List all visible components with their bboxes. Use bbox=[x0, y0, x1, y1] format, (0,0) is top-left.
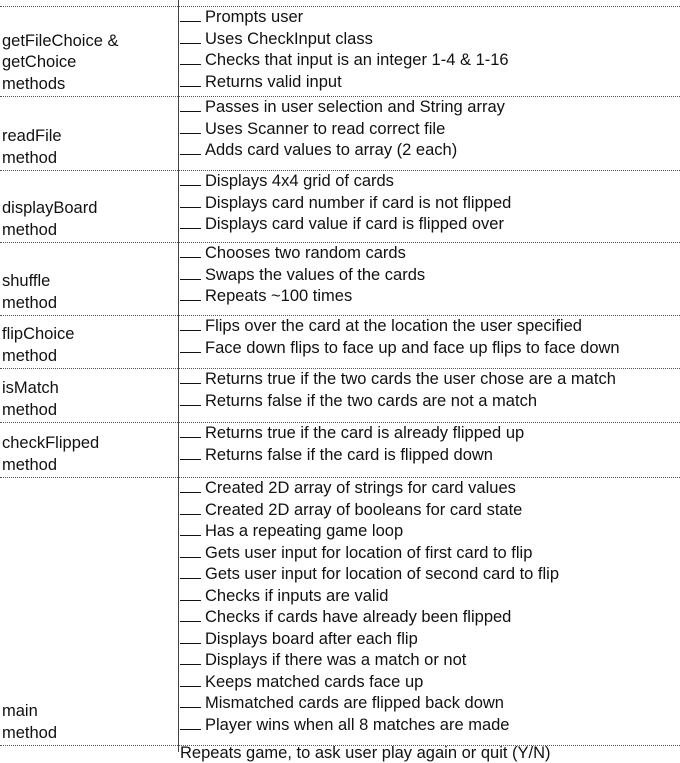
criterion-text: Returns true if the two cards the user chose are a match bbox=[205, 370, 616, 388]
criterion-item bbox=[180, 499, 678, 522]
criterion-item bbox=[180, 390, 678, 413]
criterion-text: Has a repeating game loop bbox=[205, 522, 404, 540]
criterion-item bbox=[180, 563, 678, 586]
column-divider bbox=[178, 0, 179, 752]
method-label bbox=[2, 433, 172, 476]
criterion-item bbox=[180, 606, 678, 629]
checkbox-blank[interactable] bbox=[180, 71, 201, 87]
method-label-line: getFileChoice & bbox=[2, 31, 119, 50]
checkbox-blank[interactable] bbox=[180, 28, 201, 44]
method-label bbox=[2, 31, 172, 96]
checkbox-blank[interactable] bbox=[180, 692, 201, 708]
criterion-item bbox=[180, 118, 678, 141]
method-label-line: method bbox=[2, 346, 58, 365]
criterion-item bbox=[180, 671, 678, 694]
criterion-item bbox=[180, 96, 678, 119]
checkbox-blank[interactable] bbox=[180, 170, 201, 186]
criterion-item bbox=[180, 520, 678, 543]
criterion-item bbox=[180, 71, 678, 94]
criterion-text: Checks if cards have already been flipped bbox=[205, 608, 512, 626]
checkbox-blank[interactable] bbox=[180, 315, 201, 331]
criterion-item bbox=[180, 585, 678, 608]
checkbox-blank[interactable] bbox=[180, 242, 201, 258]
method-label-line: method bbox=[2, 455, 58, 474]
criterion-text: Player wins when all 8 matches are made bbox=[205, 715, 510, 734]
criterion-text: Displays if there was a match or not bbox=[205, 651, 467, 669]
method-label-line: method bbox=[2, 723, 58, 742]
criterion-item bbox=[180, 242, 678, 265]
checkbox-blank[interactable] bbox=[180, 213, 201, 229]
checkbox-blank[interactable] bbox=[180, 649, 201, 665]
checkbox-blank[interactable] bbox=[180, 49, 201, 65]
criterion-item bbox=[180, 264, 678, 287]
criterion-item bbox=[180, 28, 678, 51]
criterion-text: Uses Scanner to read correct file bbox=[205, 119, 446, 138]
criterion-item bbox=[180, 628, 678, 651]
method-label-line: readFile bbox=[2, 127, 62, 145]
method-label-line: checkFlipped bbox=[2, 434, 100, 452]
checkbox-blank[interactable] bbox=[180, 96, 201, 112]
criterion-text: Returns true if the card is already flipped up bbox=[205, 424, 525, 442]
criterion-text: Prompts user bbox=[205, 8, 304, 26]
checkbox-blank[interactable] bbox=[180, 285, 201, 301]
checkbox-blank[interactable] bbox=[180, 542, 201, 558]
criterion-item bbox=[180, 192, 678, 215]
criterion-item bbox=[180, 337, 678, 360]
criterion-item bbox=[180, 213, 678, 236]
criterion-item bbox=[180, 49, 678, 72]
criterion-text: Repeats ~100 times bbox=[205, 287, 353, 305]
criterion-text: Created 2D array of strings for card values bbox=[205, 479, 516, 497]
method-label bbox=[2, 701, 172, 744]
criterion-item bbox=[180, 139, 678, 162]
checkbox-blank[interactable] bbox=[180, 563, 201, 579]
checkbox-blank[interactable] bbox=[180, 337, 201, 353]
checkbox-blank[interactable] bbox=[180, 628, 201, 644]
criterion-text: Returns false if the two cards are not a match bbox=[205, 391, 537, 410]
criterion-item bbox=[180, 477, 678, 500]
method-label-line: main bbox=[2, 702, 38, 720]
criterion-text: Displays card number if card is not flipped bbox=[205, 193, 512, 212]
criterion-text: Checks if inputs are valid bbox=[205, 586, 389, 605]
criterion-text: Checks that input is an integer 1-4 & 1-16 bbox=[205, 51, 509, 69]
method-label-line: method bbox=[2, 220, 58, 239]
checkbox-blank[interactable] bbox=[180, 444, 201, 460]
criterion-text: Mismatched cards are flipped back down bbox=[205, 694, 504, 712]
method-label bbox=[2, 126, 172, 169]
checkbox-blank[interactable] bbox=[180, 671, 201, 687]
criterion-text: Displays 4x4 grid of cards bbox=[205, 172, 394, 190]
criterion-text: Displays board after each flip bbox=[205, 629, 418, 648]
criterion-item bbox=[180, 542, 678, 565]
checkbox-blank[interactable] bbox=[180, 390, 201, 406]
criterion-text: Face down flips to face up and face up flips to face down bbox=[205, 338, 620, 357]
checkbox-blank[interactable] bbox=[180, 118, 201, 134]
checkbox-blank[interactable] bbox=[180, 520, 201, 536]
criterion-item bbox=[180, 714, 678, 737]
criterion-text: Displays card value if card is flipped over bbox=[205, 215, 504, 233]
checkbox-blank[interactable] bbox=[180, 192, 201, 208]
criterion-text: Swaps the values of the cards bbox=[205, 265, 426, 284]
checkbox-blank[interactable] bbox=[180, 606, 201, 622]
method-label-line: isMatch bbox=[2, 379, 59, 397]
checkbox-blank[interactable] bbox=[180, 499, 201, 515]
criterion-item bbox=[180, 285, 678, 308]
criterion-item bbox=[180, 649, 678, 672]
method-label-line: flipChoice bbox=[2, 325, 75, 343]
checkbox-blank[interactable] bbox=[180, 368, 201, 384]
checkbox-blank[interactable] bbox=[180, 139, 201, 155]
method-label-line: displayBoard bbox=[2, 199, 98, 217]
method-label bbox=[2, 271, 172, 314]
criterion-text: Adds card values to array (2 each) bbox=[205, 141, 458, 159]
method-label bbox=[2, 378, 172, 421]
checkbox-blank[interactable] bbox=[180, 585, 201, 601]
cut-off-row-text: Repeats game, to ask user play again or quit (Y/N) bbox=[180, 744, 551, 762]
criterion-item bbox=[180, 315, 678, 338]
criterion-text: Gets user input for location of first card to flip bbox=[205, 543, 533, 562]
method-label bbox=[2, 198, 172, 241]
method-label-line: getChoice bbox=[2, 53, 77, 71]
criterion-text: Keeps matched cards face up bbox=[205, 672, 424, 691]
method-label-line: method bbox=[2, 293, 58, 312]
criterion-text: Uses CheckInput class bbox=[205, 29, 373, 48]
criterion-item bbox=[180, 6, 678, 29]
criterion-text: Created 2D array of booleans for card state bbox=[205, 500, 523, 519]
criterion-text: Passes in user selection and String array bbox=[205, 98, 505, 116]
checkbox-blank[interactable] bbox=[180, 6, 201, 22]
method-label-line: method bbox=[2, 400, 58, 419]
checkbox-blank[interactable] bbox=[180, 264, 201, 280]
criterion-item bbox=[180, 368, 678, 391]
criterion-text: Returns false if the card is flipped down bbox=[205, 445, 493, 464]
method-label-line: method bbox=[2, 148, 58, 167]
criterion-text: Flips over the card at the location the user specified bbox=[205, 317, 582, 335]
criterion-item bbox=[180, 422, 678, 445]
criterion-item bbox=[180, 444, 678, 467]
criterion-text: Gets user input for location of second card to flip bbox=[205, 565, 560, 583]
criterion-text: Returns valid input bbox=[205, 72, 342, 91]
method-label-line: shuffle bbox=[2, 272, 51, 290]
criterion-item bbox=[180, 170, 678, 193]
checkbox-blank[interactable] bbox=[180, 714, 201, 730]
criterion-text: Chooses two random cards bbox=[205, 244, 406, 262]
checkbox-blank[interactable] bbox=[180, 422, 201, 438]
checkbox-blank[interactable] bbox=[180, 477, 201, 493]
criterion-item bbox=[180, 692, 678, 715]
method-label-line: methods bbox=[2, 74, 66, 93]
method-label bbox=[2, 324, 172, 367]
